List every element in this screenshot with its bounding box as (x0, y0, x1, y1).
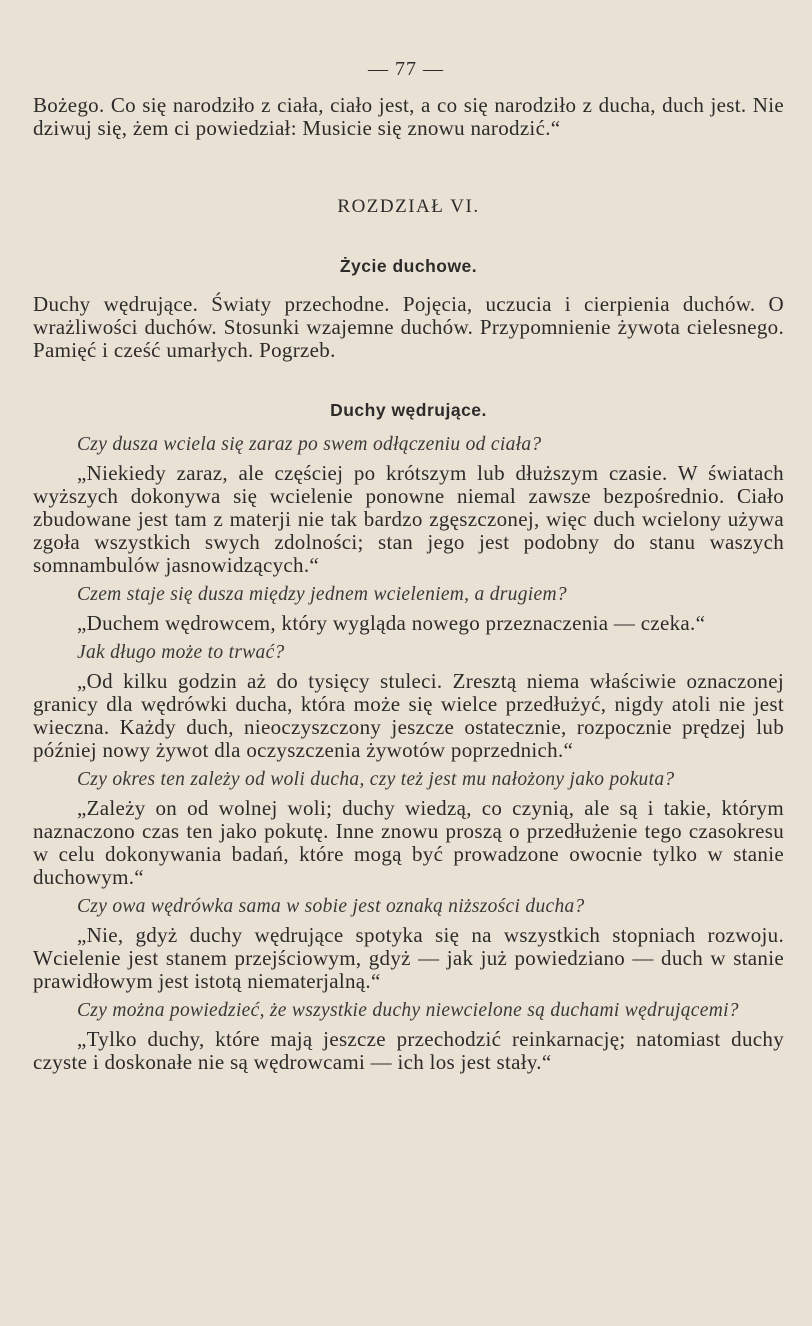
question-text: Jak długo może to trwać? (77, 642, 285, 663)
chapter-summary: Duchy wędrujące. Światy przechodne. Pojęcia, uczucia i cierpienia duchów. O wrażliwości duchów. Stosunki wzajemne duchów. Przypomnienie żywota cielesnego. Pamięć i cześć umarłych. Pogrzeb. (33, 292, 784, 362)
answer-text: „Od kilku godzin aż do tysięcy stuleci. Zresztą niema właściwie oznaczonej granicy dla wędrówki ducha, która może się wielce przedłużyć, nigdy atoli nie jest wieczna. Każdy duch, nieoczyszczony jeszcze ostatecznie, rozpocznie prędzej lub później nowy żywot dla oczyszczenia żywotów poprzednich.“ (33, 669, 784, 762)
answer-text: „Niekiedy zaraz, ale częściej po krótszym lub dłuższym czasie. W światach wyższych dokonywa się wcielenie ponowne niemal zawsze bezpośrednio. Ciało zbudowane jest tam z materji nie tak bardzo zgęszczonej, więc duch wcielony używa zgoła wszystkich swych zdolności; stan jego jest podobny do stanu waszych somnambulów jasnowidzących.“ (33, 461, 784, 577)
answer-text: „Tylko duchy, które mają jeszcze przechodzić reinkarnację; natomiast duchy czyste i doskonałe nie są wędrowcami — ich los jest stały.“ (33, 1027, 784, 1074)
section-title: Duchy wędrujące. (330, 400, 487, 420)
opening-paragraph: Bożego. Co się narodziło z ciała, ciało jest, a co się narodziło z ducha, duch jest. Nie dziwuj się, żem ci powiedział: Musicie się znowu narodzić.“ (33, 93, 784, 140)
answer-text: „Nie, gdyż duchy wędrujące spotyka się na wszystkich stopniach rozwoju. Wcielenie jest stanem przejściowym, gdyż — jak już powiedziano — duch w stanie prawidłowym jest istotą niematerjalną.“ (33, 923, 784, 993)
question-text: Czy okres ten zależy od woli ducha, czy też jest mu nałożony jako pokuta? (77, 769, 675, 790)
question-text: Czem staje się dusza między jednem wcieleniem, a drugiem? (77, 584, 567, 605)
answer-text: „Zależy on od wolnej woli; duchy wiedzą, co czynią, ale są i takie, którym naznaczono czas ten jako pokutę. Inne znowu proszą o przedłużenie tego czasokresu w celu dokonywania badań, które mogą być prowadzone owocnie tylko w stanie duchowym.“ (33, 796, 784, 889)
question-text: Czy dusza wciela się zaraz po swem odłączeniu od ciała? (77, 434, 542, 455)
question-text: Czy owa wędrówka sama w sobie jest oznaką niższości ducha? (77, 896, 585, 917)
answer-text: „Duchem wędrowcem, który wygląda nowego przeznaczenia — czeka.“ (77, 611, 706, 635)
question-text: Czy można powiedzieć, że wszystkie duchy niewcielone są duchami wędrującemi? (77, 1000, 739, 1021)
dialogue (33, 433, 784, 1074)
chapter-subtitle: Życie duchowe. (339, 256, 478, 276)
chapter-title: ROZDZIAŁ VI. (337, 196, 480, 217)
page-number: — 77 — (368, 58, 444, 80)
page-content (33, 94, 784, 1074)
